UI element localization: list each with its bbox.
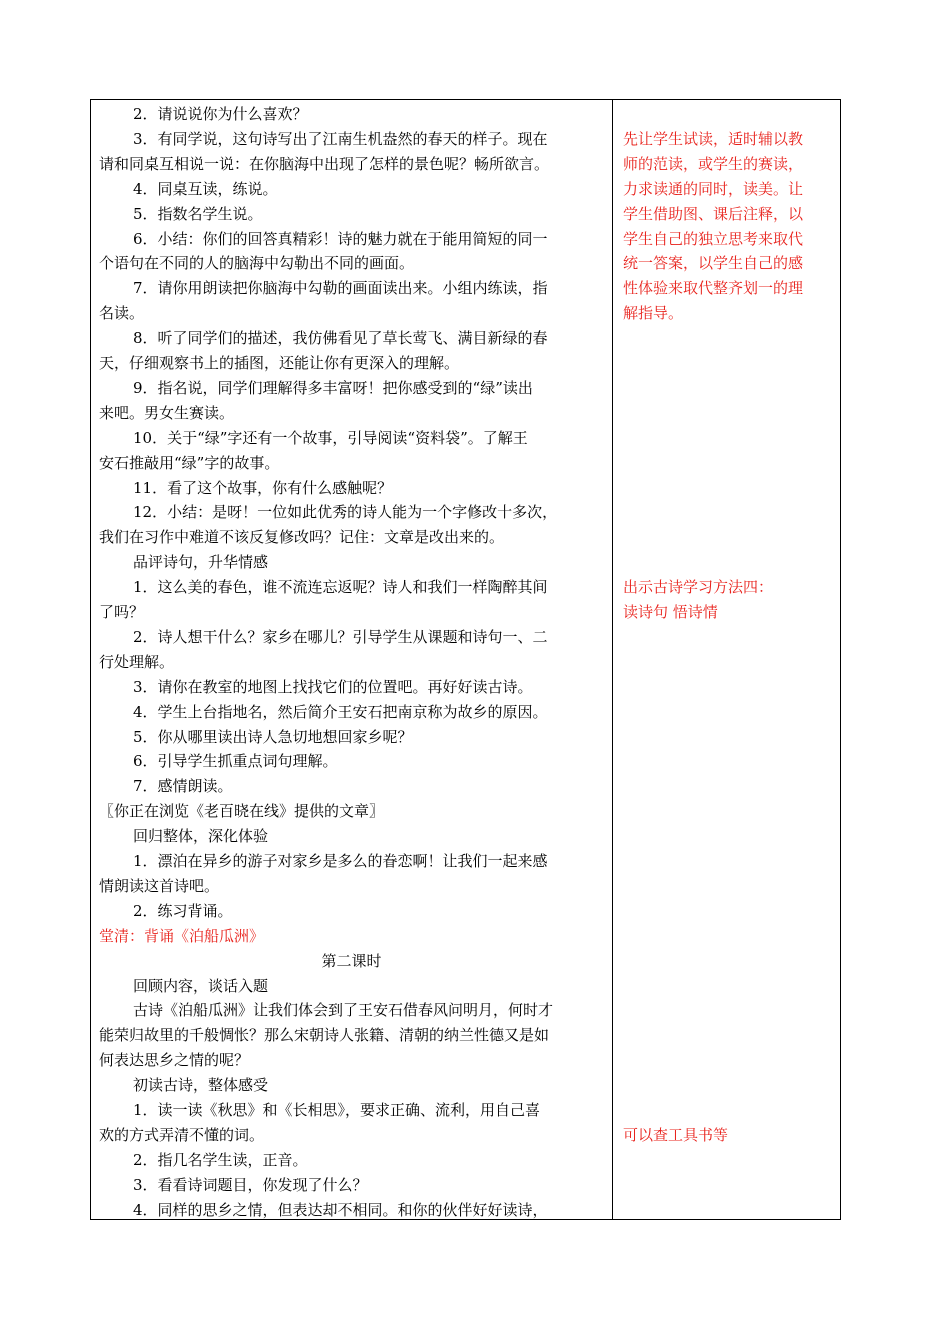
text-line: 5．你从哪里读出诗人急切地想回家乡呢？ — [133, 727, 413, 746]
text-line: 欢的方式弄清不懂的词。 — [99, 1125, 265, 1144]
text-line: 古诗《泊船瓜洲》让我们体会到了王安石借春风问明月，何时才 — [133, 1001, 554, 1020]
note-line: 解指导。 — [623, 304, 684, 323]
text-line: 7．感情朗读。 — [133, 777, 233, 796]
note-line: 可以查工具书等 — [623, 1125, 729, 1144]
text-line: 2．练习背诵。 — [133, 901, 233, 920]
text-line: 1．这么美的春色，谁不流连忘返呢？诗人和我们一样陶醉其间 — [133, 578, 548, 597]
note-line: 读诗句 悟诗情 — [623, 603, 718, 621]
lesson-plan-table — [90, 99, 841, 1220]
text-line: 5．指数名学生说。 — [133, 204, 263, 223]
text-line: 初读古诗，整体感受 — [133, 1076, 269, 1095]
text-line: 来吧。男女生赛读。 — [99, 403, 235, 422]
teaching-process-column — [91, 100, 612, 1219]
note-line: 学生自己的独立思考来取代 — [623, 229, 804, 248]
text-line: 〖你正在浏览《老百晓在线》提供的文章〗 — [99, 802, 385, 821]
text-line: 能荣归故里的千般惆怅？那么宋朝诗人张籍、清朝的纳兰性德又是如 — [99, 1026, 550, 1045]
text-line: 品评诗句，升华情感 — [133, 553, 269, 572]
text-line: 回归整体，深化体验 — [133, 827, 269, 846]
text-line: 11．看了这个故事，你有什么感触呢？ — [133, 478, 393, 497]
text-line: 10．关于“绿”字还有一个故事，引导阅读“资料袋”。了解王 — [133, 428, 528, 447]
text-line: 4．学生上台指地名，然后简介王安石把南京称为故乡的原因。 — [133, 702, 548, 721]
note-line: 力求读通的同时，读美。让 — [623, 179, 804, 198]
text-line: 安石推敲用“绿”字的故事。 — [99, 453, 280, 472]
text-line: 回顾内容，谈话入题 — [133, 976, 269, 995]
text-line: 4．同样的思乡之情，但表达却不相同。和你的伙伴好好读诗， — [133, 1200, 548, 1219]
text-line: 1．漂泊在异乡的游子对家乡是多么的眷恋啊！让我们一起来感 — [133, 852, 548, 870]
text-line: 堂清：背诵《泊船瓜洲》 — [99, 926, 265, 945]
note-line: 性体验来取代整齐划一的理 — [623, 279, 804, 298]
text-line: 个语句在不同的人的脑海中勾勒出不同的画面。 — [99, 254, 415, 273]
text-line: 2．请说说你为什么喜欢？ — [133, 105, 308, 123]
text-line: 第二课时 — [321, 951, 382, 970]
text-line: 行处理解。 — [99, 652, 175, 671]
text-line: 2．指几名学生读，正音。 — [133, 1150, 308, 1169]
text-line: 8．听了同学们的描述，我仿佛看见了草长莺飞、满目新绿的春 — [133, 329, 548, 348]
text-line: 6．小结：你们的回答真精彩！诗的魅力就在于能用简短的同一 — [133, 229, 548, 248]
text-line: 情朗读这首诗吧。 — [99, 876, 220, 895]
design-notes-column — [613, 100, 842, 1219]
note-line: 出示古诗学习方法四： — [623, 578, 774, 597]
text-line: 我们在习作中难道不该反复修改吗？记住：文章是改出来的。 — [99, 528, 505, 547]
text-line: 3．有同学说，这句诗写出了江南生机盎然的春天的样子。现在 — [133, 129, 548, 148]
text-line: 12．小结：是呀！一位如此优秀的诗人能为一个字修改十多次， — [133, 503, 558, 522]
text-line: 何表达思乡之情的呢？ — [99, 1051, 250, 1070]
text-line: 天，仔细观察书上的插图，还能让你有更深入的理解。 — [99, 354, 460, 372]
text-line: 名读。 — [99, 304, 145, 323]
note-line: 学生借助图、课后注释，以 — [623, 204, 804, 223]
text-line: 了吗？ — [99, 603, 145, 621]
text-line: 2．诗人想干什么？家乡在哪儿？引导学生从课题和诗句一、二 — [133, 627, 548, 646]
text-line: 1．读一读《秋思》和《长相思》，要求正确、流利，用自己喜 — [133, 1101, 541, 1119]
note-line: 统一答案，以学生自己的感 — [623, 254, 804, 273]
text-line: 6．引导学生抓重点词句理解。 — [133, 752, 338, 771]
text-line: 9．指名说，同学们理解得多丰富呀！把你感受到的“绿”读出 — [133, 378, 533, 397]
note-line: 师的范读，或学生的赛读， — [623, 154, 804, 173]
text-line: 3．看看诗词题目，你发现了什么？ — [133, 1175, 368, 1194]
text-line: 3．请你在教室的地图上找找它们的位置吧。再好好读古诗。 — [133, 677, 533, 696]
text-line: 请和同桌互相说一说：在你脑海中出现了怎样的景色呢？畅所欲言。 — [99, 154, 550, 173]
text-line: 4．同桌互读，练说。 — [133, 179, 278, 198]
text-line: 7．请你用朗读把你脑海中勾勒的画面读出来。小组内练读，指 — [133, 279, 548, 298]
note-line: 先让学生试读，适时辅以教 — [623, 129, 804, 148]
